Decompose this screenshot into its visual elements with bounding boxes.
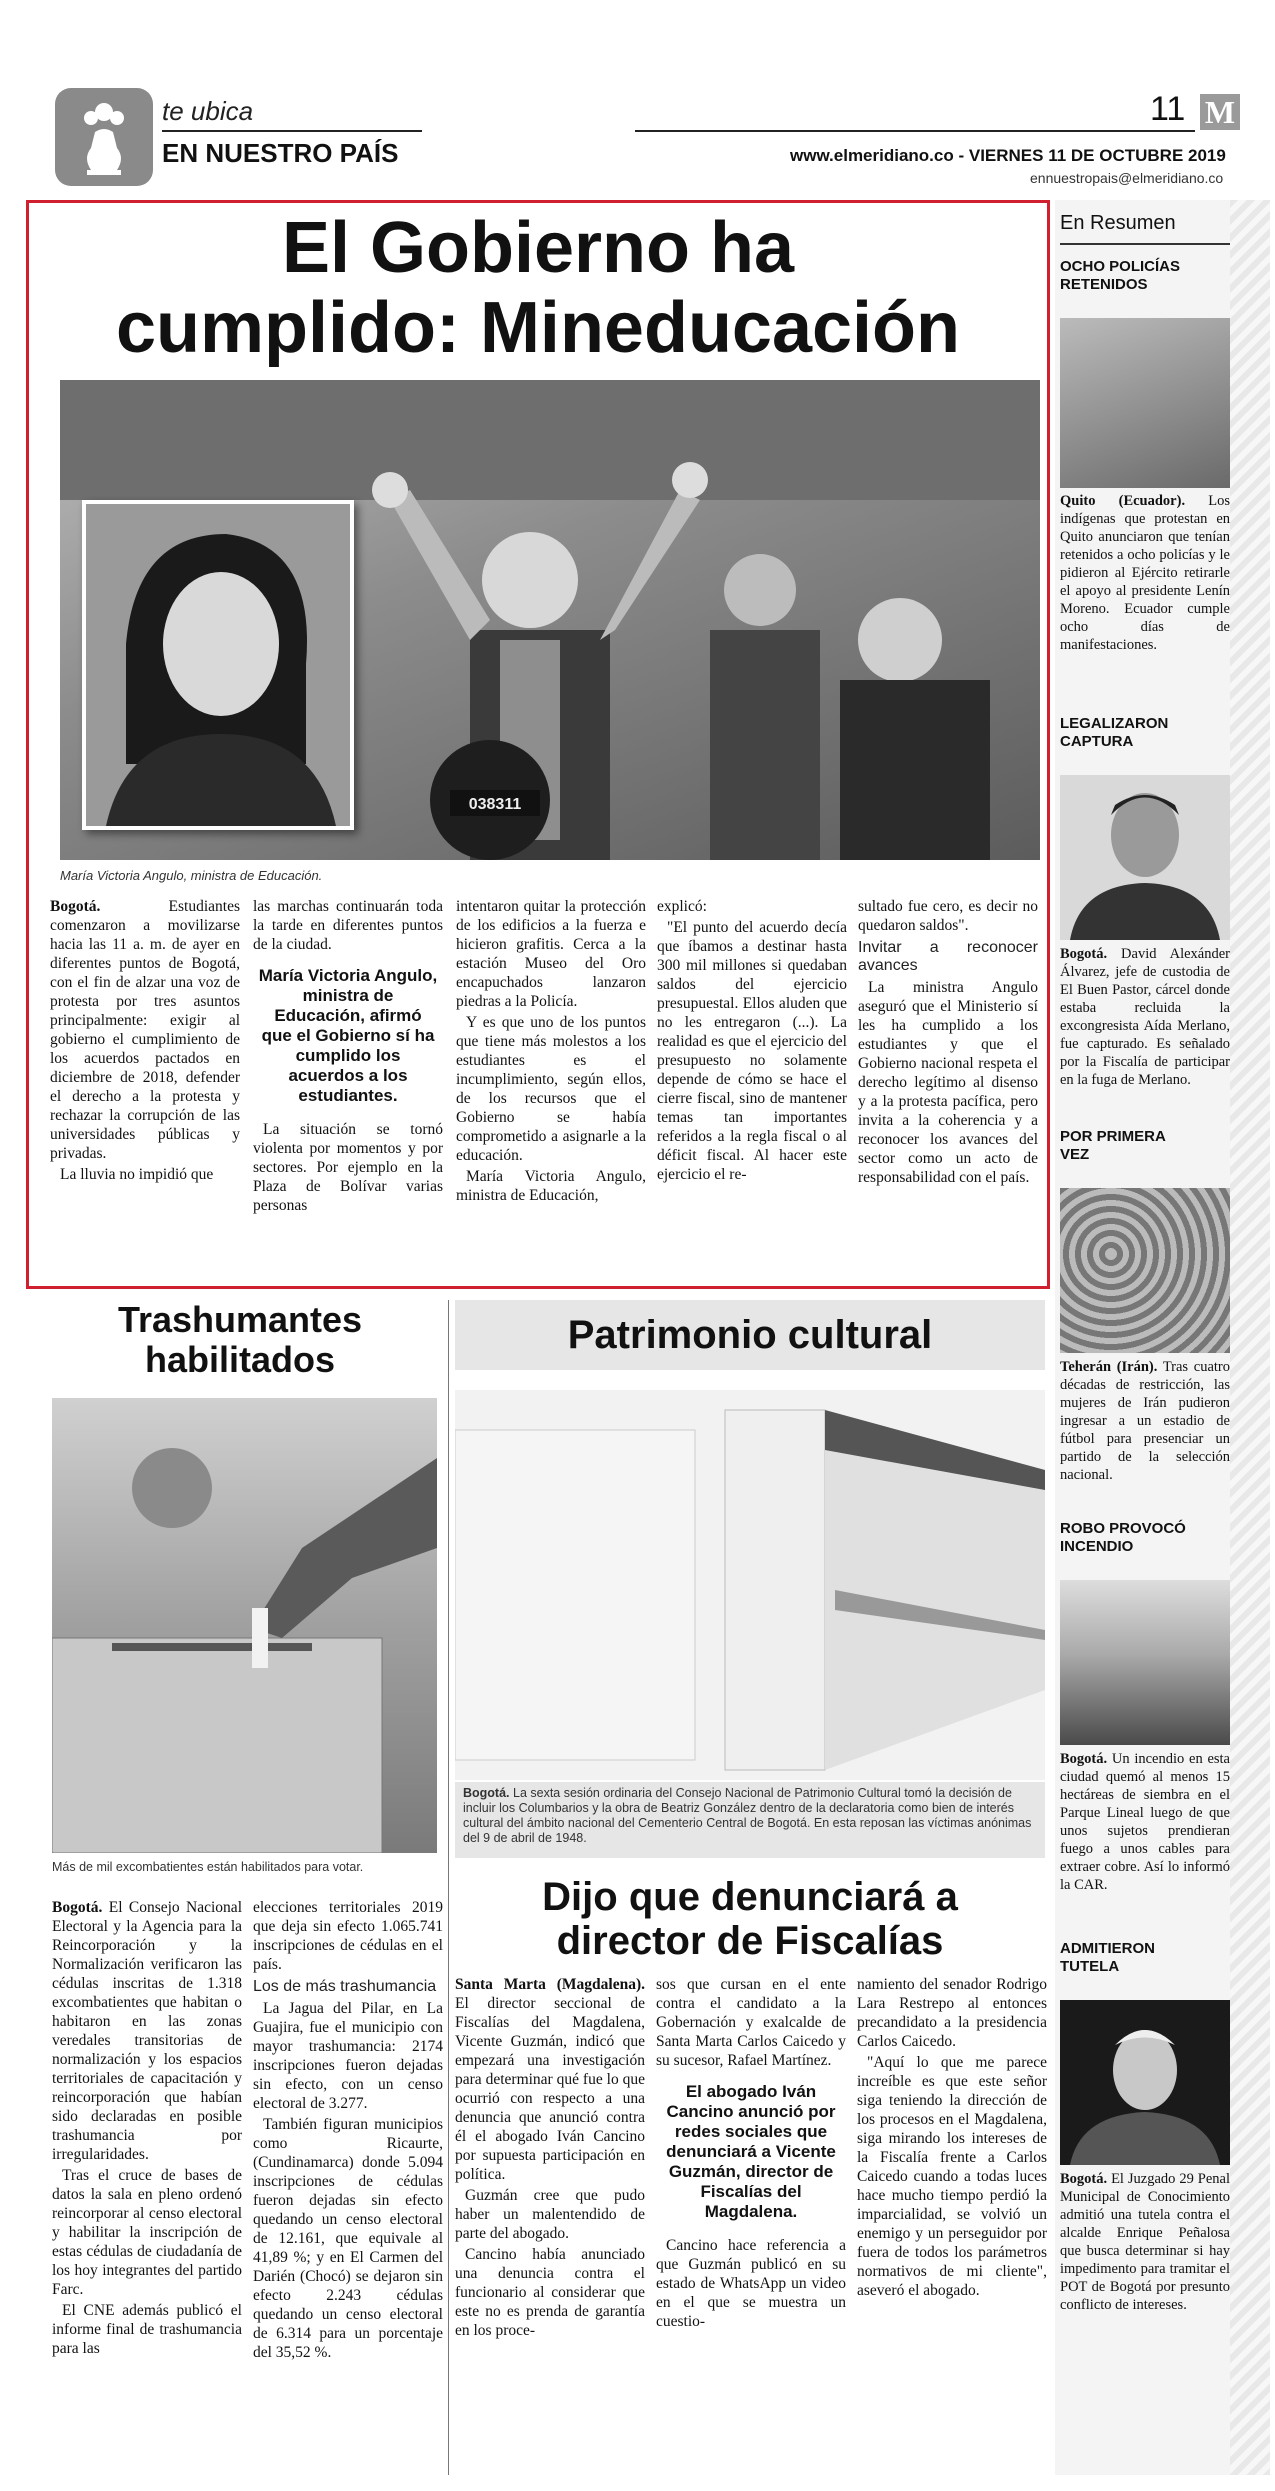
trash-col2-p3: También figuran municipios como Ricaurte, (Cundinamarca) donde 5.094 inscripciones de cédulas fueron dejadas sin efecto quedando un censo electoral de 12.161, que equivale al 41,89 %; y en El Carmen del Darién (Chocó) se dejaron sin efecto 2.243 cédulas quedando un censo electoral de 6.314 para un porcentaje del 35,52 %. (253, 2116, 443, 2361)
sidebar-body-3: Tras cuatro décadas de restricción, las mujeres de Irán pudieron ingresar a un estadio de fútbol para presenciar un partido de la selección nacional. (1060, 1359, 1230, 1483)
sidebar-text-5 (1060, 2170, 1230, 2314)
sidebar-photo-1 (1060, 318, 1230, 488)
sidebar-text-2 (1060, 945, 1230, 1089)
fiscal-col3-p2: "Aquí lo que me parece increíble es que este señor siga teniendo la dirección de los procesos en el Magdalena, siga mirando los intereses de la Fiscalía frente a Carlos Caicedo cuando a todas luces hace mucho tiempo perdió la imparcialidad, se volvió un enemigo y un perseguidor por fuera de todos los parámetros normativos de mi cliente", aseveró el abogado. (857, 2054, 1047, 2299)
header-rule (635, 130, 1195, 132)
meridiano-logo: M (1200, 94, 1240, 130)
trash-col1-p2: Tras el cruce de bases de datos la sala en pleno ordenó reincorporar al censo electoral y habilitar la inscripción de estas cédulas de ciudadanía de los hoy integrantes del partido Farc. (52, 2167, 242, 2298)
sidebar-lead-4: Bogotá. (1060, 1751, 1108, 1767)
columbarios-photo (455, 1390, 1045, 1780)
fiscal-pull-quote: El abogado Iván Cancino anunció por redes sociales que denunciará a Vicente Guzmán, director de Fiscalías del Magdalena. (666, 2082, 836, 2221)
main-title-line2: cumplido: Mineducación (115, 288, 961, 368)
main-col4-p1: explicó: (657, 898, 707, 915)
patrimonio-caption-lead: Bogotá. (463, 1786, 510, 1800)
trash-title-line2: habilitados (144, 1339, 336, 1380)
section-rule (162, 130, 422, 132)
minister-portrait (82, 500, 354, 830)
trash-col2-p1: elecciones territoriales 2019 que deja sin efecto 1.065.741 inscripciones de cédulas en el país. (253, 1899, 443, 1973)
trash-title-line1: Trashumantes (117, 1299, 363, 1340)
patrimonio-title-band (455, 1300, 1045, 1370)
sidebar-photo-5 (1060, 2000, 1230, 2165)
sidebar-pattern (1230, 200, 1270, 2475)
fiscal-col-2 (656, 1975, 846, 2333)
fiscal-col1-p2: Guzmán cree que pudo haber un malentendido de parte del abogado. (455, 2187, 645, 2242)
main-pull-quote: María Victoria Angulo, ministra de Educación, afirmó que el Gobierno sí ha cumplido los acuerdos a los estudiantes. (258, 966, 438, 1105)
tejo-trophy-icon (55, 88, 153, 186)
sidebar-lead-1: Quito (Ecuador). (1060, 493, 1186, 509)
trash-col1-p3: El CNE además publicó el informe final de trashumancia para las (52, 2302, 242, 2357)
fiscal-title (455, 1875, 1045, 1963)
fiscal-title-line2: director de Fiscalías (556, 1919, 944, 1963)
main-photo-caption: María Victoria Angulo, ministra de Educación. (60, 868, 323, 883)
main-title-line1: El Gobierno ha (281, 208, 795, 288)
trash-col2-p2: La Jagua del Pilar, en La Guajira, fue el municipio con mayor trashumancia: 2174 inscripciones fueron dejadas sin efecto, con un censo electoral de 3.277. (253, 2000, 443, 2112)
sidebar-photo-2 (1060, 775, 1230, 940)
fiscal-title-line1: Dijo que denunciará a (542, 1875, 958, 1919)
main-lead: Bogotá. (50, 898, 101, 915)
section-logo (55, 88, 153, 186)
fiscal-lead: Santa Marta (Magdalena). (455, 1976, 645, 1993)
trash-title (40, 1300, 440, 1380)
main-subheading: Invitar a reconocer avances (858, 939, 1038, 974)
main-col3-p3: María Victoria Angulo, ministra de Educación, (456, 1168, 646, 1204)
trash-lead: Bogotá. (52, 1899, 103, 1916)
main-col2-p1: las marchas continuarán toda la tarde en diferentes puntos de la ciudad. (253, 898, 443, 953)
trash-subheading: Los de más trashumancia (253, 1978, 437, 1995)
sidebar-heading-5: ADMITIERON TUTELA (1060, 1940, 1155, 1975)
fiscal-col3-p1: namiento del senador Rodrigo Lara Restrepo al entonces precandidato a la presidencia Carlos Caicedo. (857, 1976, 1047, 2050)
patrimonio-caption-box (455, 1782, 1045, 1858)
sidebar-photo-4 (1060, 1580, 1230, 1745)
section-email: ennuestropais@elmeridiano.co (1030, 170, 1224, 186)
sidebar-body-5: El Juzgado 29 Penal Municipal de Conocimiento admitió una tutela contra el alcalde Enrique Peñalosa que busca determinar si hay impedimento para tramitar el POT de Bogotá por presunto conflicto de intereses. (1060, 2171, 1230, 2313)
patrimonio-title: Patrimonio cultural (567, 1313, 933, 1357)
main-col-5 (858, 897, 1038, 1189)
trash-col1-p1: El Consejo Nacional Electoral y la Agencia para la Reincorporación y la Normalización verificaron las cédulas inscritas de 1.318 excombatientes que habitan o habitaron en las zonas veredales transitorias de normalización y los espacios territoriales de capacitación y reincorporación que habían sido declaradas en posible trashumancia por irregularidades. (52, 1899, 242, 2163)
main-col4-p2: "El punto del acuerdo decía que íbamos a destinar hasta 300 mil millones si quedaban saldos del ejercicio presupuestal. Ellos aluden que no les entregaron (...). La realidad es que el ejercicio del presupuesto no solamente depende de cómo se hace el cierre fiscal, sino de mantener temas tan importantes referidos a la regla fiscal o al déficit fiscal. Al hacer este ejercicio el re- (657, 919, 847, 1183)
sidebar-lead-3: Teherán (Irán). (1060, 1359, 1158, 1375)
sidebar-title-rule (1060, 243, 1230, 245)
patrimonio-caption: La sexta sesión ordinaria del Consejo Nacional de Patrimonio Cultural tomó la decisión de incluir los Columbarios y la obra de Beatriz González dentro de la declaratoria como bien de interés cultural del ámbito nacional del Cementerio Central de Bogotá. En esta reposan las víctimas anónimas del 9 de abril de 1948. (463, 1786, 1032, 1845)
main-col1-p1: Estudiantes comenzaron a movilizarse hacia las 11 a. m. de ayer en diferentes puntos de Bogotá, con el fin de alzar una voz de protesta por tres asuntos principalmente: exigir al gobierno el cumplimiento de los acuerdos pactados en diciembre de 2018, defender el derecho a la protesta y rechazar la corrupción de las universidades públicas y privadas. (50, 898, 240, 1162)
main-col-2 (253, 897, 443, 1217)
sidebar-body-2: David Alexánder Álvarez, jefe de custodia de El Buen Pastor, cárcel donde estaba recluida la excongresista Aída Merlano, fue capturado. Es señalado por la Fiscalía de participar en la fuga de Merlano. (1060, 946, 1230, 1088)
sidebar-lead-5: Bogotá. (1060, 2171, 1108, 2187)
fiscal-col-1 (455, 1975, 645, 2342)
trash-col-2 (253, 1898, 443, 2364)
sidebar-text-1 (1060, 492, 1230, 654)
trash-col-1 (52, 1898, 242, 2360)
main-col-3 (456, 897, 646, 1207)
sidebar-heading-4: ROBO PROVOCÓ INCENDIO (1060, 1520, 1186, 1555)
sidebar-body-4: Un incendio en esta ciudad quemó al menos 15 hectáreas de siembra en el Parque Lineal luego de que unos sujetos prendieran fuego a unos cables para extraer cobre. Así lo informó la CAR. (1060, 1751, 1230, 1893)
page-number: 11 (1150, 90, 1186, 128)
sidebar-lead-2: Bogotá. (1060, 946, 1108, 962)
main-col-1 (50, 897, 240, 1186)
sidebar-text-3 (1060, 1358, 1230, 1484)
sidebar-heading-1: OCHO POLICÍAS RETENIDOS (1060, 258, 1181, 293)
fiscal-col1-p1: El director seccional de Fiscalías del Magdalena, Vicente Guzmán, indicó que empezará una investigación para determinar qué fue lo que ocurrió con respecto a una denuncia que anunció contra él el abogado Iván Cancino por supuesta participación en política. (455, 1995, 645, 2183)
ballot-photo (52, 1398, 437, 1853)
section-top-label: te ubica (162, 96, 254, 126)
helmet-number: 038311 (468, 796, 522, 813)
sidebar-heading-3: POR PRIMERA VEZ (1060, 1128, 1166, 1163)
main-col1-p2: La lluvia no impidió que (60, 1166, 214, 1183)
main-title (40, 208, 1036, 368)
trash-caption: Más de mil excombatientes están habilitados para votar. (52, 1860, 364, 1874)
sidebar-title: En Resumen (1060, 212, 1176, 234)
sidebar-body-1: Los indígenas que protestan en Quito anunciaron que tenían retenidos a ocho policías y le pidieron al Ejército retirarle el apoyo al presidente Lenín Moreno. Ecuador cumple ocho días de manifestaciones. (1060, 493, 1230, 653)
fiscal-col-3 (857, 1975, 1047, 2302)
sidebar-text-4 (1060, 1750, 1230, 1894)
main-col5-p2: La ministra Angulo aseguró que el Ministerio sí les ha cumplido a los estudiantes y que el Gobierno nacional respeta el derecho legítimo al disenso y a la protesta pacífica, pero invita a la coherencia y a reconocer los avances del sector como un acto de responsabilidad con el país. (858, 979, 1038, 1186)
section-main-label: EN NUESTRO PAÍS (162, 138, 399, 168)
sidebar-heading-2: LEGALIZARON CAPTURA (1060, 715, 1169, 750)
main-col3-p1: intentaron quitar la protección de los edificios a la fuerza e hicieron grafitis. Cerca a la estación Museo del Oro encapuchados lanzaron piedras a la Policía. (456, 898, 646, 1010)
dateline: www.elmeridiano.co - VIERNES 11 DE OCTUBRE 2019 (790, 146, 1226, 165)
sidebar-photo-3 (1060, 1188, 1230, 1353)
main-col-4 (657, 897, 847, 1186)
main-col5-p1: sultado fue cero, es decir no quedaron saldos". (858, 898, 1038, 934)
fiscal-col2-p1: sos que cursan en el ente contra el candidato a la Gobernación y exalcalde de Santa Marta Carlos Caicedo y su sucesor, Rafael Martínez. (656, 1976, 846, 2069)
fiscal-col2-p2: Cancino hace referencia a que Guzmán publicó en su estado de WhatsApp un video en el que se muestra un cuestio- (656, 2237, 846, 2330)
column-divider (448, 1300, 449, 2475)
main-col3-p2: Y es que uno de los puntos que tiene más molestos a los estudiantes es el incumplimiento, según ellos, de los recursos que el Gobierno se había comprometido a asignarle a la educación. (456, 1014, 646, 1164)
main-col2-p2: La situación se tornó violenta por momentos y por sectores. Por ejemplo en la Plaza de Bolívar varias personas (253, 1121, 443, 1214)
fiscal-col1-p3: Cancino había anunciado una denuncia contra el funcionario al considerar que este no es prenda de garantía en los proce- (455, 2246, 645, 2339)
